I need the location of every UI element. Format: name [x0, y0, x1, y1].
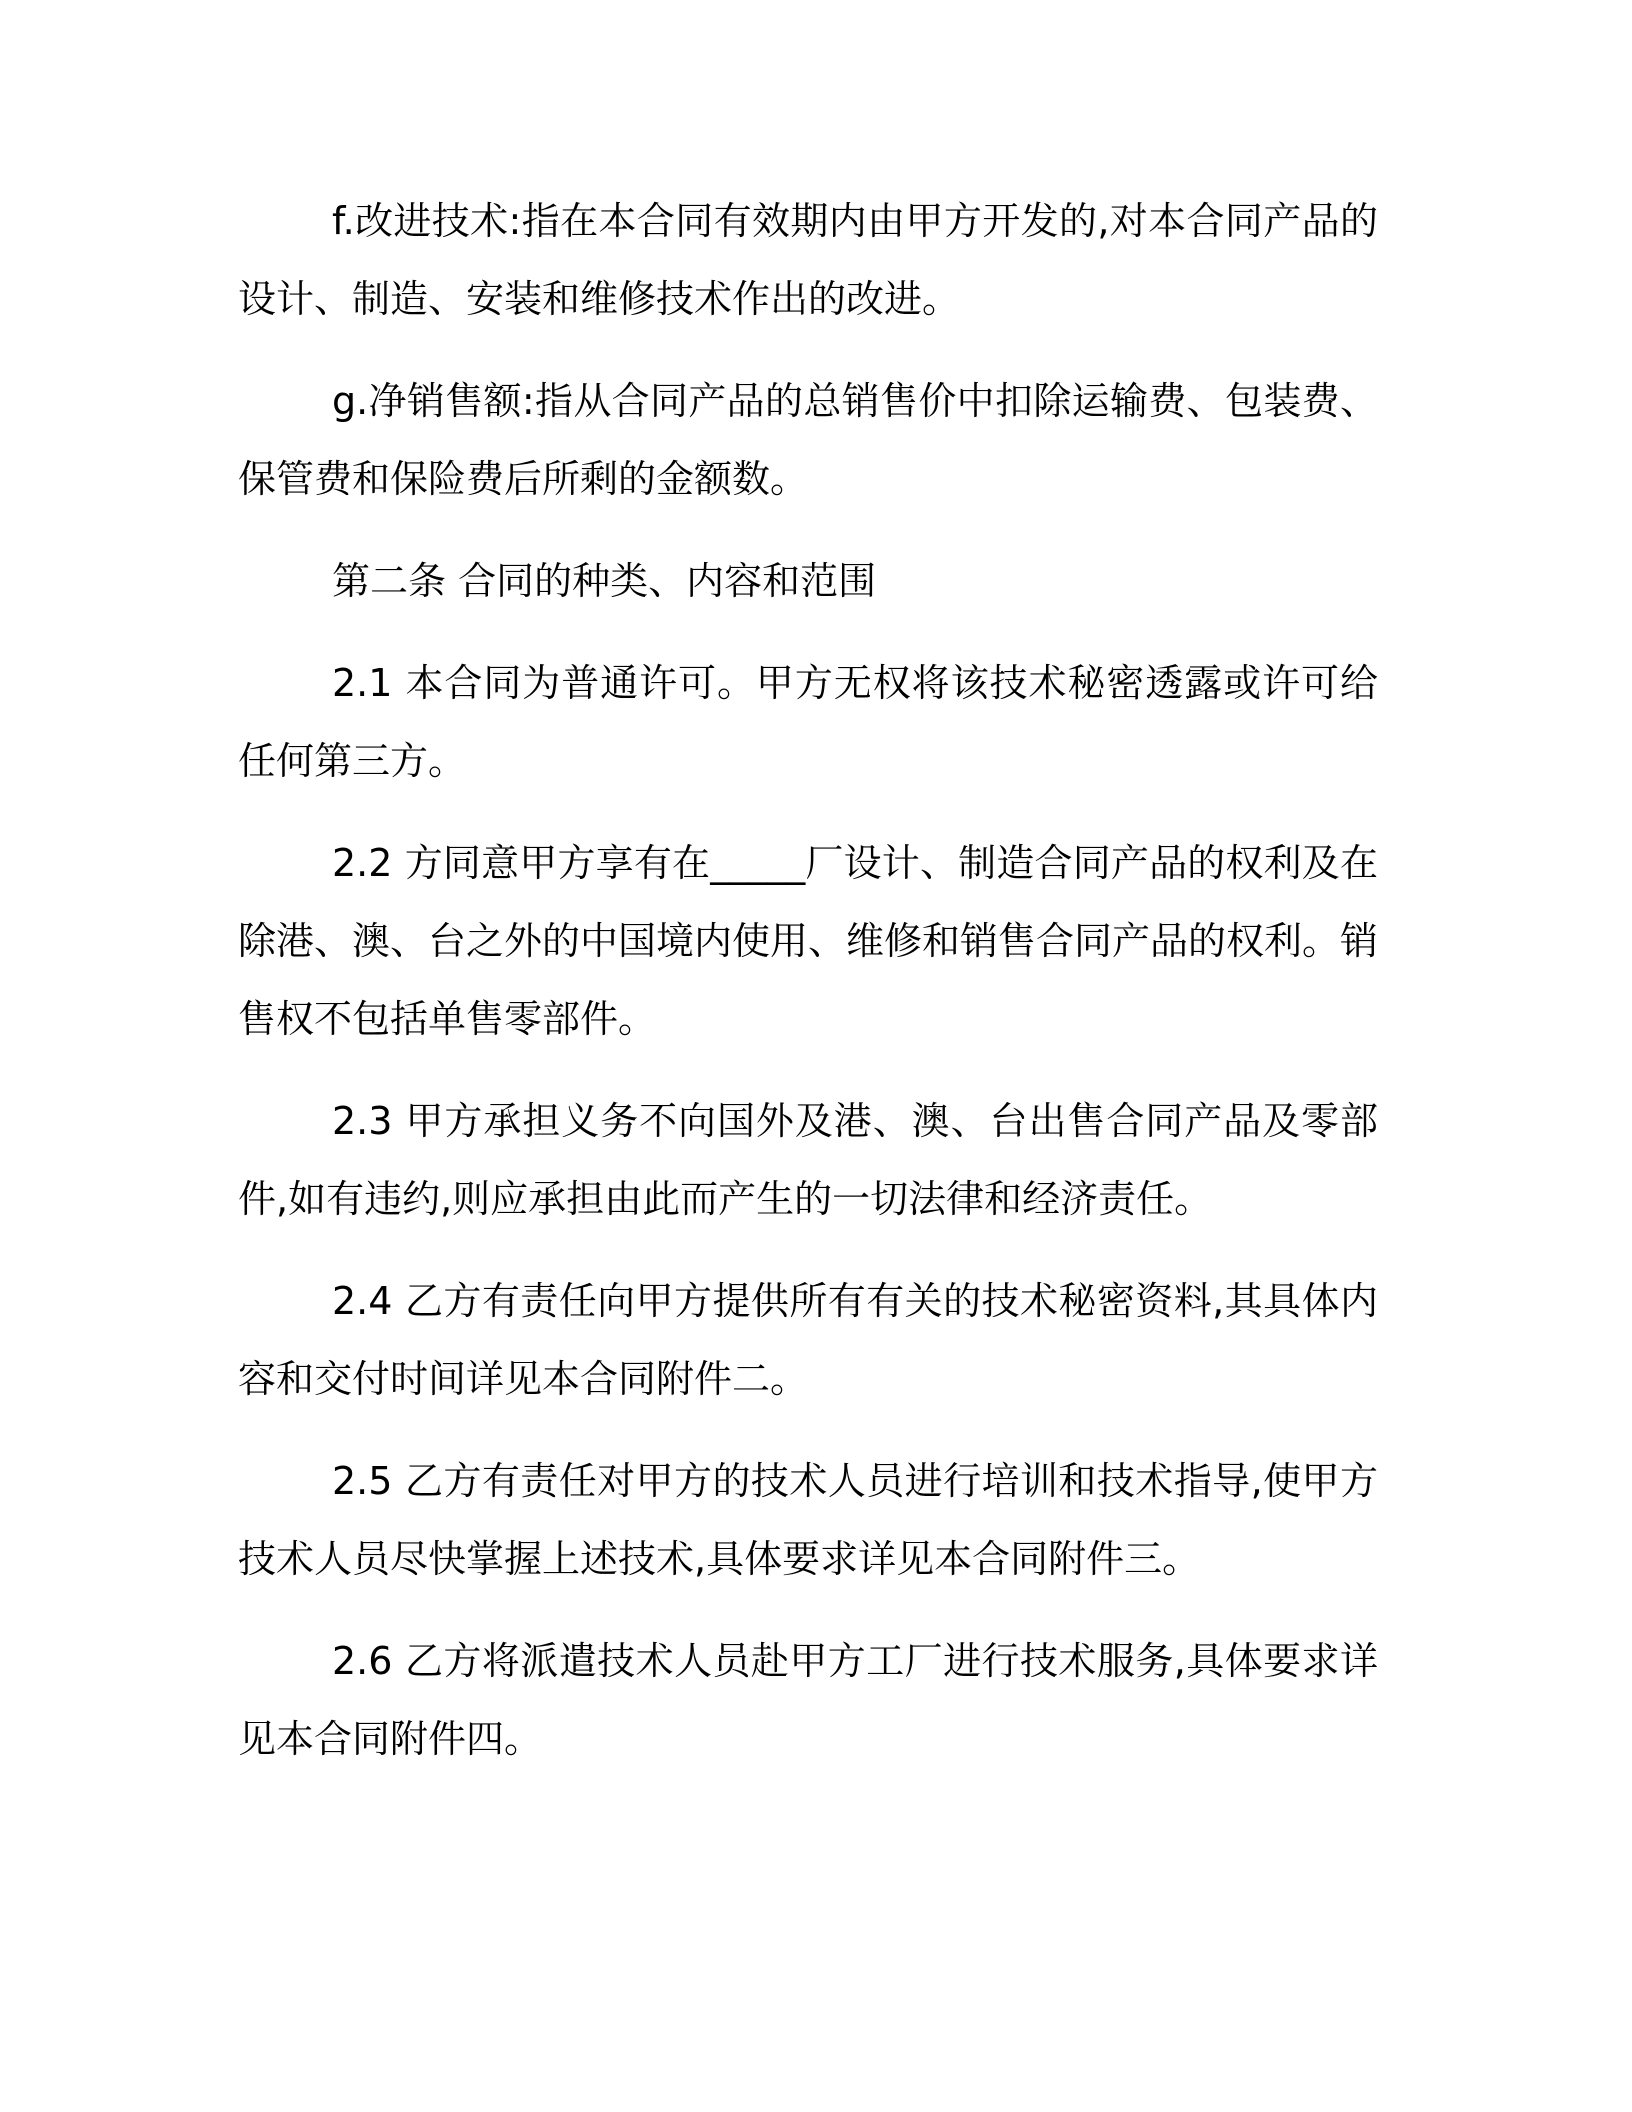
- paragraph-2-5: 2.5 乙方有责任对甲方的技术人员进行培训和技术指导,使甲方技术人员尽快掌握上述技术,具体要求详见本合同附件三。: [238, 1459, 1378, 1581]
- paragraph-2-4: 2.4 乙方有责任向甲方提供所有有关的技术秘密资料,其具体内容和交付时间详见本合同附件二。: [238, 1279, 1378, 1401]
- paragraph-improved-technology: f.改进技术:指在本合同有效期内由甲方开发的,对本合同产品的设计、制造、安装和维修技术作出的改进。: [238, 199, 1378, 321]
- paragraph-2-2: 2.2 方同意甲方享有在_____厂设计、制造合同产品的权利及在除港、澳、台之外的中国境内使用、维修和销售合同产品的权利。销售权不包括单售零部件。: [238, 841, 1379, 1041]
- paragraph-net-sales: g.净销售额:指从合同产品的总销售价中扣除运输费、包装费、保管费和保险费后所剩的金额数。: [238, 379, 1378, 501]
- document-body: [238, 182, 1378, 1802]
- paragraph-2-1: 2.1 本合同为普通许可。甲方无权将该技术秘密透露或许可给任何第三方。: [238, 661, 1378, 783]
- paragraph-2-6: 2.6 乙方将派遣技术人员赴甲方工厂进行技术服务,具体要求详见本合同附件四。: [238, 1639, 1378, 1761]
- paragraph-2-3: 2.3 甲方承担义务不向国外及港、澳、台出售合同产品及零部件,如有违约,则应承担由此而产生的一切法律和经济责任。: [238, 1099, 1378, 1221]
- section-heading-article-two: 第二条 合同的种类、内容和范围: [332, 559, 877, 603]
